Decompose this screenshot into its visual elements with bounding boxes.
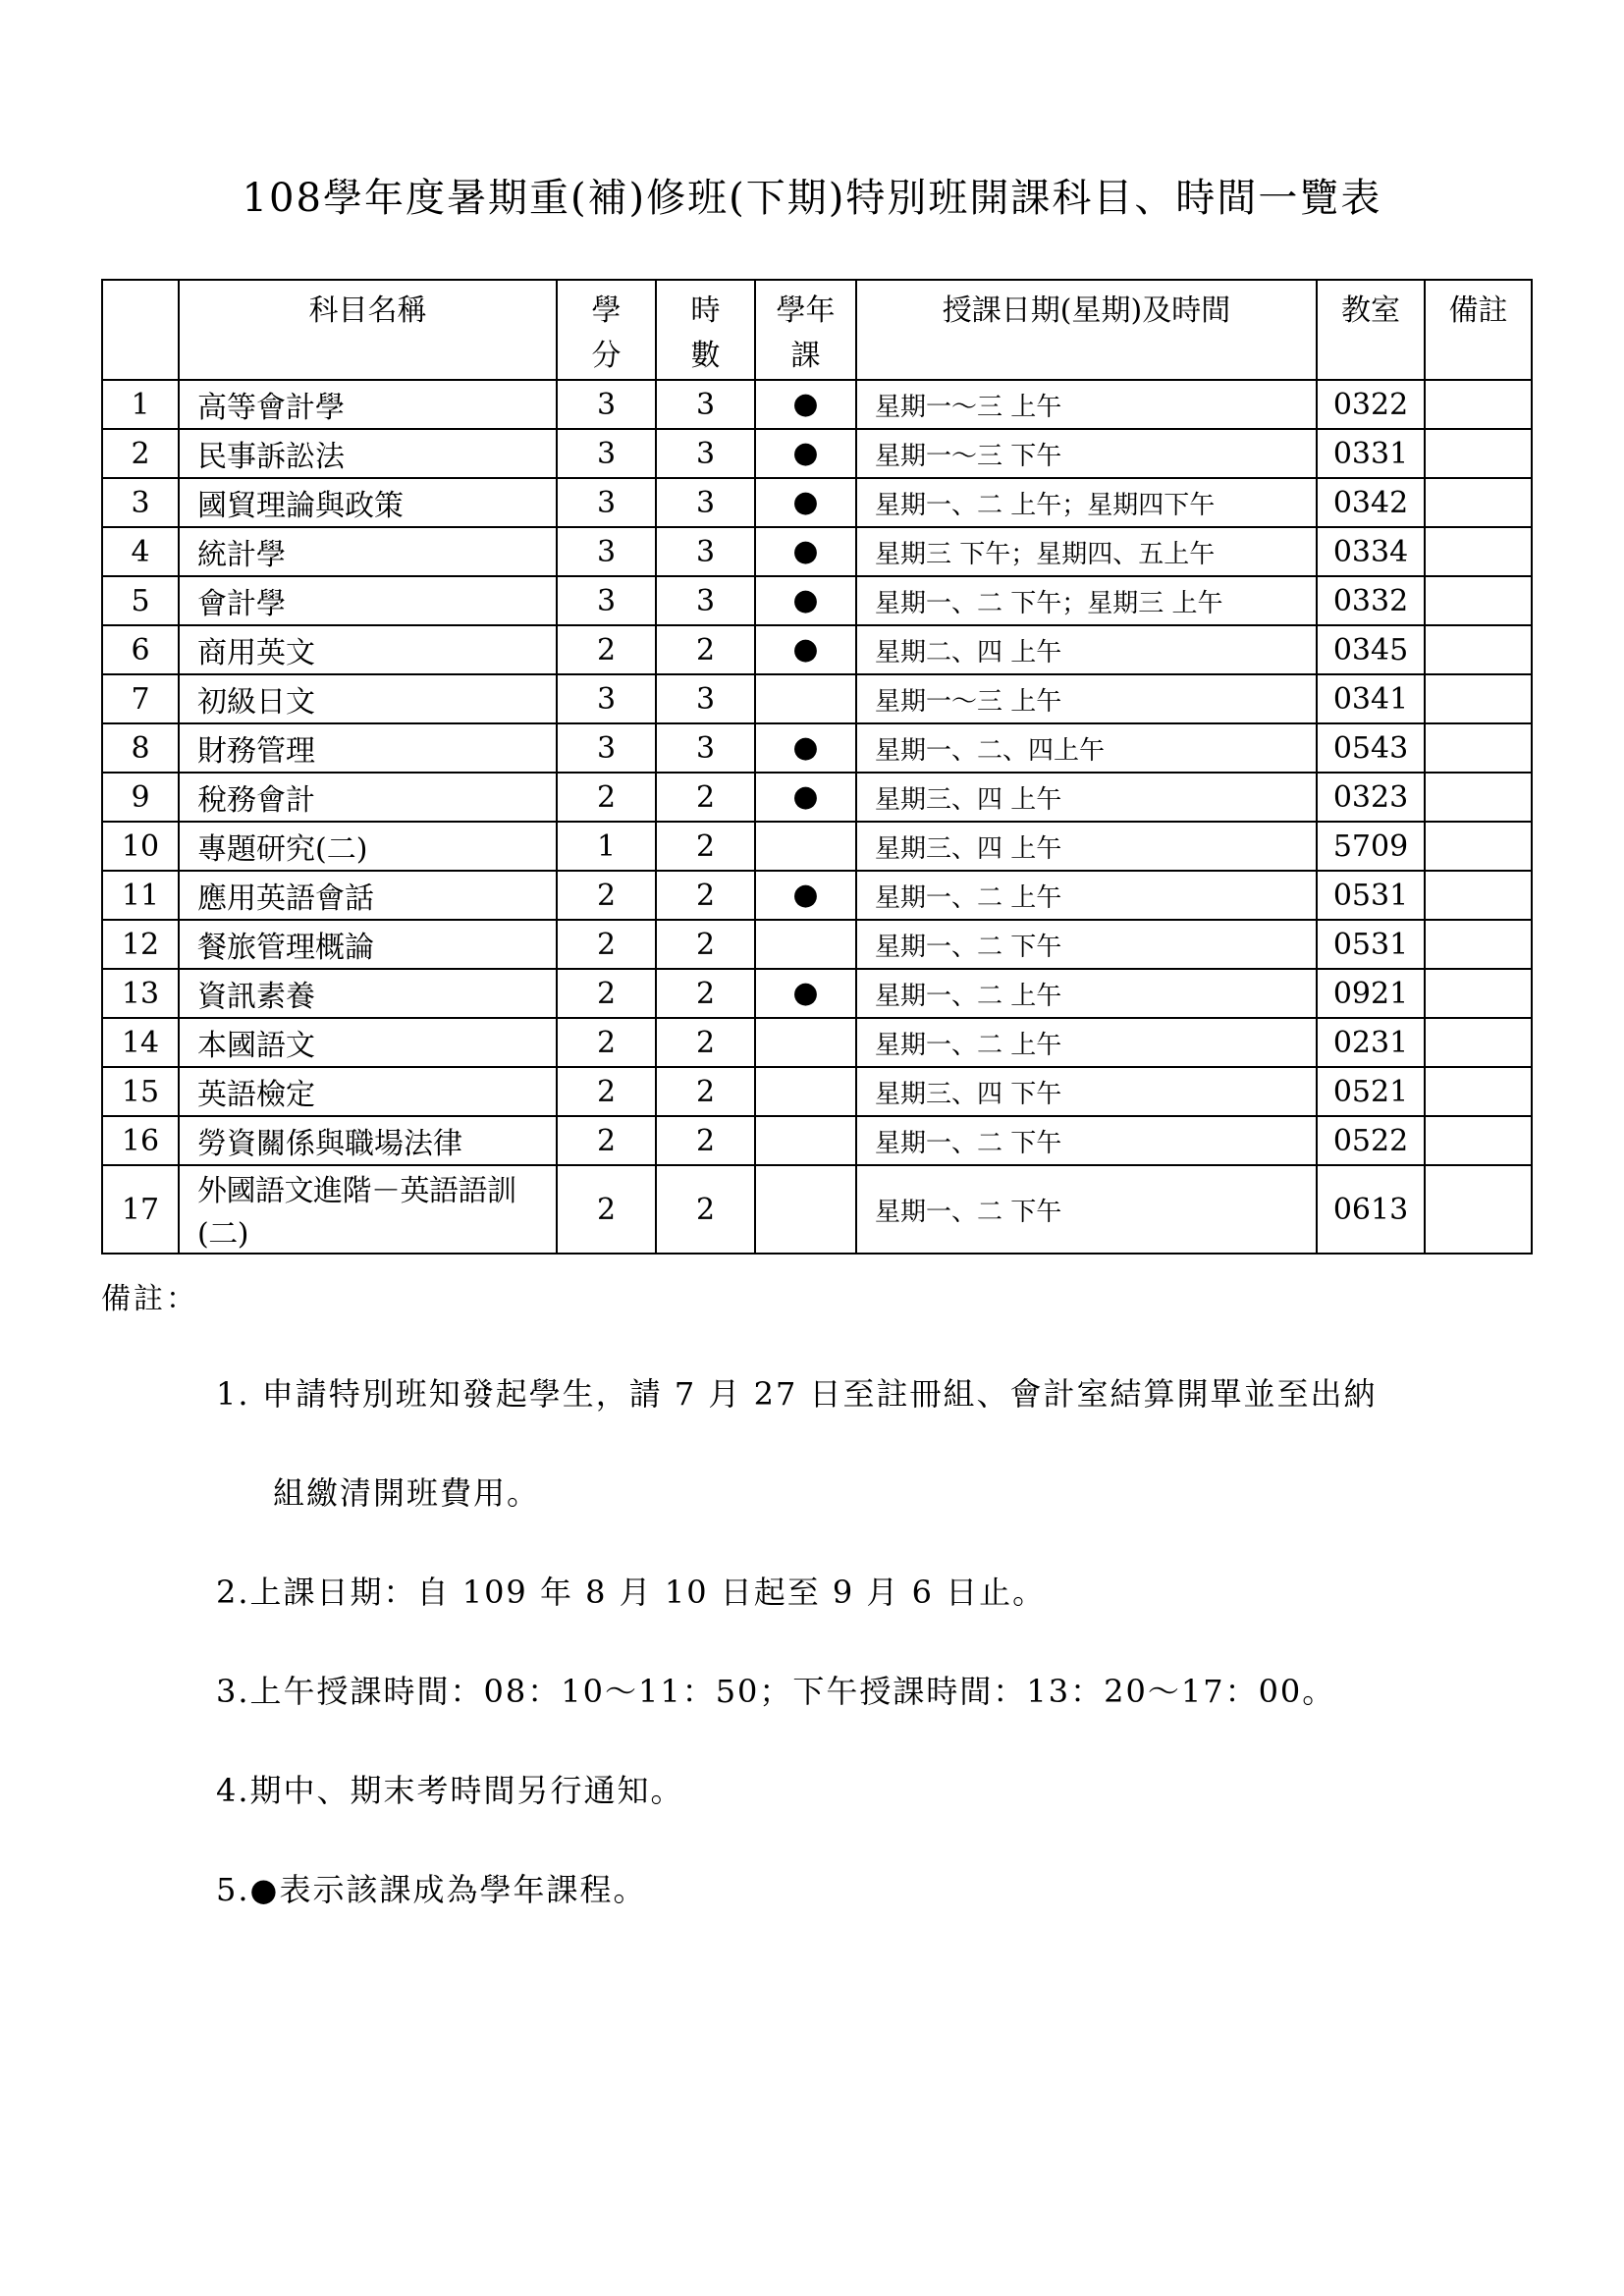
remarks-cell [1425,576,1532,625]
classroom-cell: 0522 [1317,1116,1425,1165]
year-course-mark-cell [755,1116,856,1165]
credits-cell: 3 [557,478,656,527]
table-row [102,527,1532,576]
remarks-cell [1425,1116,1532,1165]
note-item-1-line-1: 1. 申請特別班知發起學生，請 7 月 27 日至註冊組、會計室結算開單並至出納 [216,1375,1378,1413]
schedule-cell: 星期三 下午；星期四、五上午 [856,527,1317,576]
course-name-cell: 本國語文 [179,1018,557,1067]
course-name-cell: 初級日文 [179,674,557,723]
classroom-cell: 0613 [1317,1165,1425,1254]
table-row [102,1116,1532,1165]
row-number-cell: 17 [102,1165,179,1254]
remarks-cell [1425,478,1532,527]
course-name-cell: 餐旅管理概論 [179,920,557,969]
classroom-cell: 0521 [1317,1067,1425,1116]
year-course-mark-cell: ● [755,429,856,478]
hours-cell: 3 [656,674,755,723]
row-number-cell: 7 [102,674,179,723]
course-name-cell: 財務管理 [179,723,557,773]
credits-cell: 3 [557,527,656,576]
hours-cell: 2 [656,822,755,871]
schedule-cell: 星期一、二 上午 [856,1018,1317,1067]
classroom-cell: 5709 [1317,822,1425,871]
row-number-cell: 3 [102,478,179,527]
hours-cell: 3 [656,527,755,576]
header-credits: 學 分 [557,280,656,380]
year-course-mark-cell [755,920,856,969]
row-number-cell: 13 [102,969,179,1018]
table-row [102,773,1532,822]
note-item-1-line-2: 組繳清開班費用。 [273,1474,541,1512]
classroom-cell: 0334 [1317,527,1425,576]
schedule-cell: 星期三、四 上午 [856,822,1317,871]
credits-cell: 2 [557,1165,656,1254]
credits-cell: 2 [557,1116,656,1165]
remarks-cell [1425,822,1532,871]
course-name-cell: 資訊素養 [179,969,557,1018]
year-course-mark-cell [755,822,856,871]
schedule-cell: 星期一～三 上午 [856,380,1317,429]
course-table [101,279,1533,1255]
row-number-cell: 16 [102,1116,179,1165]
hours-cell: 2 [656,1165,755,1254]
classroom-cell: 0531 [1317,871,1425,920]
classroom-cell: 0231 [1317,1018,1425,1067]
row-number-cell: 11 [102,871,179,920]
credits-cell: 2 [557,920,656,969]
remarks-cell [1425,527,1532,576]
remarks-cell [1425,380,1532,429]
header-remarks: 備註 [1425,280,1532,380]
table-row [102,429,1532,478]
schedule-cell: 星期一、二 下午；星期三 上午 [856,576,1317,625]
classroom-cell: 0543 [1317,723,1425,773]
year-course-mark-cell [755,1165,856,1254]
row-number-cell: 10 [102,822,179,871]
remarks-cell [1425,1018,1532,1067]
note-item-2: 2.上課日期：自 109 年 8 月 10 日起至 9 月 6 日止。 [216,1574,1047,1611]
course-table-body [102,380,1532,1254]
remarks-cell [1425,625,1532,674]
table-row [102,723,1532,773]
table-row [102,576,1532,625]
classroom-cell: 0531 [1317,920,1425,969]
hours-cell: 3 [656,576,755,625]
schedule-cell: 星期一、二 下午 [856,1165,1317,1254]
schedule-cell: 星期三、四 上午 [856,773,1317,822]
year-course-mark-cell: ● [755,871,856,920]
header-course-name: 科目名稱 [179,280,557,380]
row-number-cell: 1 [102,380,179,429]
year-course-mark-cell: ● [755,723,856,773]
row-number-cell: 9 [102,773,179,822]
table-row [102,380,1532,429]
credits-cell: 3 [557,576,656,625]
remarks-cell [1425,871,1532,920]
hours-cell: 2 [656,969,755,1018]
classroom-cell: 0331 [1317,429,1425,478]
hours-cell: 2 [656,1018,755,1067]
remarks-cell [1425,429,1532,478]
year-course-mark-cell: ● [755,625,856,674]
hours-cell: 3 [656,478,755,527]
row-number-cell: 14 [102,1018,179,1067]
classroom-cell: 0341 [1317,674,1425,723]
course-name-cell: 英語檢定 [179,1067,557,1116]
table-row [102,920,1532,969]
row-number-cell: 8 [102,723,179,773]
table-row [102,1018,1532,1067]
credits-cell: 2 [557,625,656,674]
course-name-cell: 稅務會計 [179,773,557,822]
remarks-cell [1425,920,1532,969]
year-course-mark-cell: ● [755,380,856,429]
table-row [102,822,1532,871]
credits-cell: 2 [557,1018,656,1067]
credits-cell: 3 [557,674,656,723]
remarks-cell [1425,969,1532,1018]
row-number-cell: 5 [102,576,179,625]
year-course-mark-cell: ● [755,478,856,527]
credits-cell: 3 [557,380,656,429]
schedule-cell: 星期一、二 下午 [856,920,1317,969]
row-number-cell: 6 [102,625,179,674]
note-item-5: 5.●表示該課成為學年課程。 [216,1871,647,1908]
course-name-cell: 統計學 [179,527,557,576]
row-number-cell: 15 [102,1067,179,1116]
course-name-cell: 民事訴訟法 [179,429,557,478]
schedule-cell: 星期一、二 上午 [856,871,1317,920]
course-name-cell: 專題研究(二) [179,822,557,871]
page-title: 108學年度暑期重(補)修班(下期)特別班開課科目、時間一覽表 [242,176,1382,221]
remarks-cell [1425,1165,1532,1254]
credits-cell: 2 [557,969,656,1018]
row-number-cell: 12 [102,920,179,969]
header-year-course: 學年 課 [755,280,856,380]
hours-cell: 2 [656,625,755,674]
classroom-cell: 0323 [1317,773,1425,822]
schedule-cell: 星期一、二、四上午 [856,723,1317,773]
row-number-cell: 2 [102,429,179,478]
course-name-cell: 國貿理論與政策 [179,478,557,527]
course-name-cell: 應用英語會話 [179,871,557,920]
credits-cell: 2 [557,871,656,920]
schedule-cell: 星期一、二 下午 [856,1116,1317,1165]
header-no [102,280,179,380]
classroom-cell: 0921 [1317,969,1425,1018]
hours-cell: 3 [656,429,755,478]
hours-cell: 2 [656,773,755,822]
course-name-cell: 勞資關係與職場法律 [179,1116,557,1165]
notes-heading: 備註： [101,1282,198,1316]
schedule-cell: 星期一、二 上午；星期四下午 [856,478,1317,527]
remarks-cell [1425,723,1532,773]
table-row [102,625,1532,674]
remarks-cell [1425,674,1532,723]
note-item-4: 4.期中、期末考時間另行通知。 [216,1772,684,1809]
course-name-cell: 商用英文 [179,625,557,674]
header-classroom: 教室 [1317,280,1425,380]
year-course-mark-cell: ● [755,969,856,1018]
header-hours: 時 數 [656,280,755,380]
row-number-cell: 4 [102,527,179,576]
year-course-mark-cell: ● [755,773,856,822]
hours-cell: 3 [656,723,755,773]
year-course-mark-cell [755,674,856,723]
credits-cell: 2 [557,1067,656,1116]
table-row [102,674,1532,723]
remarks-cell [1425,1067,1532,1116]
schedule-cell: 星期三、四 下午 [856,1067,1317,1116]
year-course-mark-cell: ● [755,527,856,576]
remarks-cell [1425,773,1532,822]
classroom-cell: 0332 [1317,576,1425,625]
schedule-cell: 星期一、二 上午 [856,969,1317,1018]
credits-cell: 3 [557,429,656,478]
year-course-mark-cell [755,1067,856,1116]
course-name-cell: 外國語文進階－英語語訓(二) [179,1165,557,1254]
hours-cell: 2 [656,920,755,969]
classroom-cell: 0345 [1317,625,1425,674]
table-header-row [102,280,1532,380]
course-name-cell: 高等會計學 [179,380,557,429]
schedule-cell: 星期一～三 上午 [856,674,1317,723]
hours-cell: 2 [656,1067,755,1116]
classroom-cell: 0322 [1317,380,1425,429]
schedule-cell: 星期一～三 下午 [856,429,1317,478]
table-row [102,969,1532,1018]
table-row [102,1067,1532,1116]
course-name-cell: 會計學 [179,576,557,625]
credits-cell: 3 [557,723,656,773]
note-item-3: 3.上午授課時間：08：10～11：50；下午授課時間：13：20～17：00。 [216,1673,1336,1710]
year-course-mark-cell: ● [755,576,856,625]
credits-cell: 1 [557,822,656,871]
table-row [102,478,1532,527]
schedule-cell: 星期二、四 上午 [856,625,1317,674]
hours-cell: 2 [656,871,755,920]
table-row [102,1165,1532,1254]
hours-cell: 2 [656,1116,755,1165]
header-schedule: 授課日期(星期)及時間 [856,280,1317,380]
credits-cell: 2 [557,773,656,822]
hours-cell: 3 [656,380,755,429]
classroom-cell: 0342 [1317,478,1425,527]
year-course-mark-cell [755,1018,856,1067]
table-row [102,871,1532,920]
